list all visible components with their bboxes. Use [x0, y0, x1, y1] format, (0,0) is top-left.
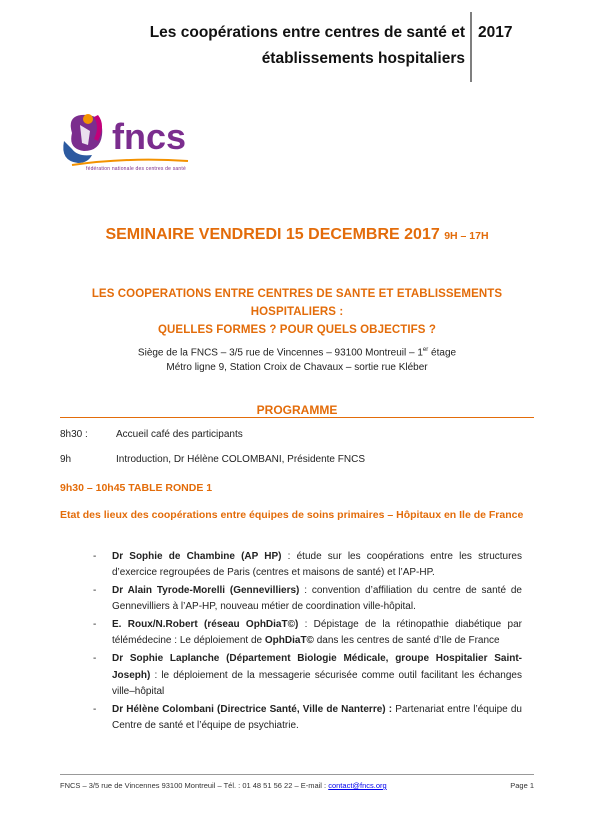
speaker-topic: : Dépistage de la rétinopathie diabétique par télémédecine : Le déploiement de	[112, 619, 522, 647]
speaker-topic: : le déploiement de la messagerie sécurisée comme outil facilitant les échanges ville–hôpital	[112, 669, 522, 697]
speaker-topic: : convention d’affiliation du centre de santé de Gennevilliers à l’AP-HP, nouveau métier de coordination ville-hôpital.	[112, 585, 522, 613]
seminar-subtitle	[60, 285, 534, 339]
logo-swoosh	[72, 160, 188, 165]
schedule-item: Accueil café des participants	[116, 429, 243, 440]
schedule-item: Introduction, Dr Hélène COLOMBANI, Présidente FNCS	[116, 454, 365, 465]
schedule-time: 9h	[60, 454, 72, 465]
footer-text: FNCS – 3/5 rue de Vincennes 93100 Montreuil – Tél. : 01 48 51 56 22 – E-mail :	[60, 781, 329, 790]
speaker-topic: : étude sur les coopérations entre les structures d’exercice regroupées de Paris (centres et maisons de santé) et l’AP-HP.	[112, 551, 522, 579]
speaker-name: Dr Alain Tyrode-Morelli (Gennevilliers)	[112, 585, 300, 597]
footer-contact	[60, 781, 387, 790]
speaker-item: - E. Roux/N.Robert (réseau OphDiaT©) : Dépistage de la rétinopathie diabétique par télémédecine : Le déploiement de OphDiaT© dans les centres de santé d’Ile de France	[93, 619, 522, 647]
subtitle-line2: QUELLES FORMES ? POUR QUELS OBJECTIFS ?	[157, 324, 436, 336]
seminar-title-main: SEMINAIRE VENDREDI 15 DECEMBRE 2017	[105, 226, 440, 243]
subtitle-line1: LES COOPERATIONS ENTRE CENTRES DE SANTE ET ETABLISSEMENTS HOSPITALIERS :	[91, 288, 503, 318]
footer-divider	[60, 774, 534, 775]
header-title-line1: Les coopérations entre centres de santé et	[149, 24, 465, 41]
speaker-topic-end: dans les centres de santé d’Ile de France	[313, 635, 500, 647]
location-address: Siège de la FNCS – 3/5 rue de Vincennes – 93100 Montreuil – 1er étage	[137, 347, 457, 359]
round-table-heading: 9h30 – 10h45 TABLE RONDE 1	[60, 482, 213, 494]
schedule-time: 8h30 :	[60, 429, 88, 440]
speaker-topic: Partenariat entre l’équipe du Centre de santé et l’équipe de psychiatrie.	[112, 703, 522, 731]
seminar-title	[0, 226, 594, 244]
logo-wordmark: fncs	[112, 116, 187, 157]
logo-tagline: fédération nationale des centres de santé	[86, 166, 186, 172]
page-number: Page 1	[510, 781, 534, 790]
programme-title: PROGRAMME	[256, 403, 338, 417]
header-title	[60, 20, 465, 72]
speaker-name: Dr Sophie de Chambine (AP HP)	[112, 551, 282, 562]
programme-divider	[60, 417, 534, 418]
speaker-item: - Dr Alain Tyrode-Morelli (Gennevilliers) : convention d’affiliation du centre de santé de Gennevilliers à l’AP-HP, nouveau métier de coordination ville-hôpital.	[93, 585, 522, 613]
speaker-name: E. Roux/N.Robert (réseau OphDiaT©)	[112, 619, 299, 631]
speaker-item: - Dr Hélène Colombani (Directrice Santé, Ville de Nanterre) : Partenariat entre l’équipe du Centre de santé et l’équipe de psychiatrie.	[93, 703, 522, 731]
header-year: 2017	[478, 24, 513, 41]
seminar-time: 9H – 17H	[444, 230, 489, 242]
round-table-theme: Etat des lieux des coopérations entre équipes de soins primaires – Hôpitaux en Ile de France	[60, 509, 524, 521]
speaker-item: - Dr Sophie Laplanche (Département Biologie Médicale, groupe Hospitalier Saint-Joseph) : le déploiement de la messagerie sécurisée comme outil facilitant les échanges ville–hôpital	[93, 653, 522, 697]
speaker-item: - Dr Sophie de Chambine (AP HP) : étude sur les coopérations entre les structures d’exercice regroupées de Paris (centres et maisons de santé) et l’AP-HP.	[93, 551, 522, 579]
footer-email-link[interactable]: contact@fncs.org	[328, 781, 387, 790]
fncs-logo	[58, 105, 218, 185]
header-divider	[470, 12, 472, 82]
speaker-name: Dr Sophie Laplanche (Département Biologie Médicale, groupe Hospitalier Saint-Joseph)	[112, 653, 522, 681]
speaker-topic-bold: OphDiaT©	[264, 635, 314, 647]
speaker-name: Dr Hélène Colombani (Directrice Santé, Ville de Nanterre) :	[112, 703, 393, 715]
speaker-list	[93, 549, 522, 736]
header-title-line2: établissements hospitaliers	[261, 50, 465, 67]
location-block	[60, 343, 534, 375]
logo-emblem-head	[83, 114, 93, 124]
location-metro: Métro ligne 9, Station Croix de Chavaux – sortie rue Kléber	[166, 362, 428, 374]
